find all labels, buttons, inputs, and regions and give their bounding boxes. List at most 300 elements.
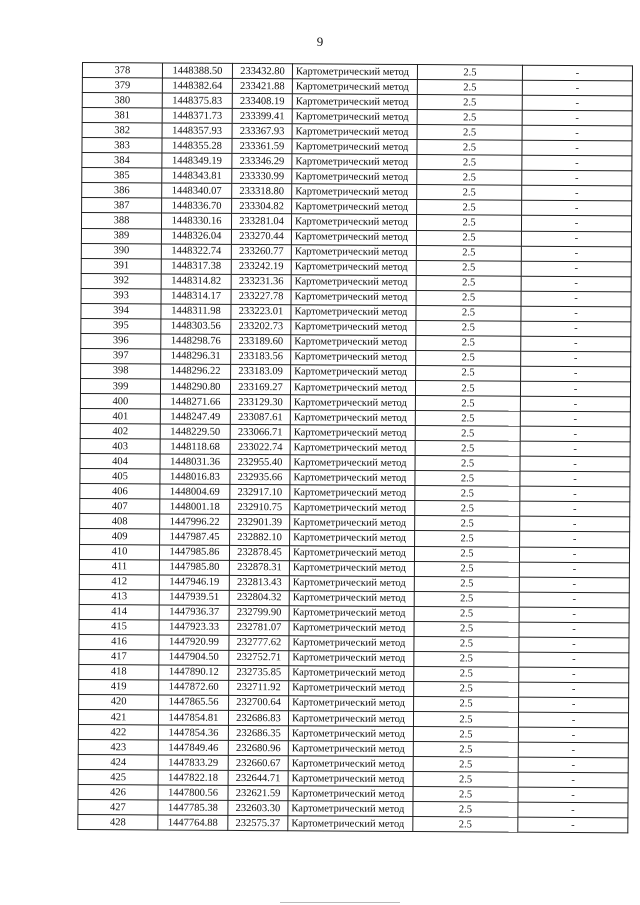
point-number-cell: 413 xyxy=(79,589,159,605)
y-coordinate-cell: 232781.07 xyxy=(229,620,289,635)
point-number-cell: 397 xyxy=(81,348,161,364)
note-cell: - xyxy=(521,261,631,277)
accuracy-cell: 2.5 xyxy=(413,712,518,728)
note-cell: - xyxy=(522,140,632,156)
note-cell: - xyxy=(521,321,631,337)
y-coordinate-cell: 232878.45 xyxy=(229,545,289,560)
accuracy-cell: 2.5 xyxy=(413,787,518,803)
note-cell: - xyxy=(518,772,628,788)
point-number-cell: 378 xyxy=(82,63,162,79)
note-cell: - xyxy=(519,697,629,713)
y-coordinate-cell: 233304.82 xyxy=(232,199,292,214)
accuracy-cell: 2.5 xyxy=(414,681,519,697)
point-number-cell: 394 xyxy=(81,303,161,319)
y-coordinate-cell: 232917.10 xyxy=(230,485,290,500)
note-cell: - xyxy=(522,95,632,111)
accuracy-cell: 2.5 xyxy=(415,486,520,502)
y-coordinate-cell: 232686.83 xyxy=(228,710,288,725)
y-coordinate-cell: 233281.04 xyxy=(231,214,291,229)
accuracy-cell: 2.5 xyxy=(417,110,522,126)
accuracy-cell: 2.5 xyxy=(415,516,520,532)
note-cell: - xyxy=(522,186,632,202)
method-cell: Картометрический метод xyxy=(288,726,413,742)
accuracy-cell: 2.5 xyxy=(414,606,519,622)
note-cell: - xyxy=(521,246,631,262)
method-cell: Картометрический метод xyxy=(290,455,415,471)
x-coordinate-cell: 1448016.83 xyxy=(160,469,230,484)
method-cell: Картометрический метод xyxy=(289,636,414,652)
accuracy-cell: 2.5 xyxy=(413,772,518,788)
note-cell: - xyxy=(522,171,632,187)
x-coordinate-cell: 1448314.82 xyxy=(161,274,231,289)
x-coordinate-cell: 1448311.98 xyxy=(161,304,231,319)
method-cell: Картометрический метод xyxy=(291,335,416,351)
x-coordinate-cell: 1447833.29 xyxy=(158,755,228,770)
accuracy-cell: 2.5 xyxy=(415,411,520,427)
accuracy-cell: 2.5 xyxy=(416,215,521,231)
point-number-cell: 426 xyxy=(78,785,158,801)
y-coordinate-cell: 233231.36 xyxy=(231,274,291,289)
x-coordinate-cell: 1448298.76 xyxy=(161,334,231,349)
x-coordinate-cell: 1448355.28 xyxy=(162,138,232,153)
method-cell: Картометрический метод xyxy=(290,380,415,396)
accuracy-cell: 2.5 xyxy=(415,471,520,487)
point-number-cell: 401 xyxy=(80,409,160,425)
note-cell: - xyxy=(520,396,630,412)
point-number-cell: 406 xyxy=(80,484,160,500)
note-cell: - xyxy=(518,818,628,834)
note-cell: - xyxy=(519,667,629,683)
accuracy-cell: 2.5 xyxy=(417,185,522,201)
y-coordinate-cell: 233399.41 xyxy=(232,109,292,124)
note-cell: - xyxy=(520,502,630,518)
x-coordinate-cell: 1448314.17 xyxy=(161,289,231,304)
coordinates-table xyxy=(77,62,633,834)
method-cell: Картометрический метод xyxy=(291,244,416,260)
note-cell: - xyxy=(522,65,632,81)
x-coordinate-cell: 1447890.12 xyxy=(159,665,229,680)
y-coordinate-cell: 232901.39 xyxy=(230,515,290,530)
x-coordinate-cell: 1447987.45 xyxy=(160,529,230,544)
accuracy-cell: 2.5 xyxy=(417,200,522,216)
point-number-cell: 407 xyxy=(80,499,160,515)
x-coordinate-cell: 1448322.74 xyxy=(161,244,231,259)
note-cell: - xyxy=(519,682,629,698)
accuracy-cell: 2.5 xyxy=(414,561,519,577)
y-coordinate-cell: 232935.66 xyxy=(230,470,290,485)
method-cell: Картометрический метод xyxy=(290,425,415,441)
point-number-cell: 404 xyxy=(80,454,160,470)
x-coordinate-cell: 1448326.04 xyxy=(161,229,231,244)
point-number-cell: 384 xyxy=(82,153,162,169)
point-number-cell: 391 xyxy=(81,258,161,274)
accuracy-cell: 2.5 xyxy=(416,365,521,381)
y-coordinate-cell: 232910.75 xyxy=(230,500,290,515)
accuracy-cell: 2.5 xyxy=(415,426,520,442)
note-cell: - xyxy=(521,291,631,307)
y-coordinate-cell: 233242.19 xyxy=(231,259,291,274)
accuracy-cell: 2.5 xyxy=(415,501,520,517)
point-number-cell: 417 xyxy=(79,649,159,665)
y-coordinate-cell: 232955.40 xyxy=(230,455,290,470)
accuracy-cell: 2.5 xyxy=(414,651,519,667)
y-coordinate-cell: 232621.59 xyxy=(228,786,288,801)
point-number-cell: 405 xyxy=(80,469,160,485)
method-cell: Картометрический метод xyxy=(290,470,415,486)
y-coordinate-cell: 233223.01 xyxy=(231,304,291,319)
method-cell: Картометрический метод xyxy=(291,365,416,381)
y-coordinate-cell: 232882.10 xyxy=(230,530,290,545)
note-cell: - xyxy=(519,652,629,668)
x-coordinate-cell: 1447872.60 xyxy=(159,680,229,695)
method-cell: Картометрический метод xyxy=(289,621,414,637)
x-coordinate-cell: 1448343.81 xyxy=(162,168,232,183)
note-cell: - xyxy=(520,441,630,457)
y-coordinate-cell: 232804.32 xyxy=(229,590,289,605)
accuracy-cell: 2.5 xyxy=(416,290,521,306)
point-number-cell: 393 xyxy=(81,288,161,304)
y-coordinate-cell: 232777.62 xyxy=(229,635,289,650)
note-cell: - xyxy=(520,381,630,397)
y-coordinate-cell: 232680.96 xyxy=(228,741,288,756)
point-number-cell: 427 xyxy=(78,800,158,816)
point-number-cell: 398 xyxy=(81,363,161,379)
note-cell: - xyxy=(518,712,628,728)
note-cell: - xyxy=(522,110,632,126)
y-coordinate-cell: 232660.67 xyxy=(228,756,288,771)
point-number-cell: 388 xyxy=(81,213,161,229)
method-cell: Картометрический метод xyxy=(292,169,417,185)
accuracy-cell: 2.5 xyxy=(413,742,518,758)
method-cell: Картометрический метод xyxy=(291,259,416,275)
accuracy-cell: 2.5 xyxy=(416,320,521,336)
method-cell: Картометрический метод xyxy=(289,545,414,561)
method-cell: Картометрический метод xyxy=(291,229,416,245)
method-cell: Картометрический метод xyxy=(291,274,416,290)
accuracy-cell: 2.5 xyxy=(413,757,518,773)
x-coordinate-cell: 1448001.18 xyxy=(160,499,230,514)
method-cell: Картометрический метод xyxy=(288,741,413,757)
method-cell: Картометрический метод xyxy=(290,500,415,516)
point-number-cell: 383 xyxy=(82,138,162,154)
accuracy-cell: 2.5 xyxy=(413,802,518,818)
method-cell: Картометрический метод xyxy=(288,711,413,727)
y-coordinate-cell: 233202.73 xyxy=(231,319,291,334)
y-coordinate-cell: 233022.74 xyxy=(230,440,290,455)
x-coordinate-cell: 1447822.18 xyxy=(158,770,228,785)
accuracy-cell: 2.5 xyxy=(415,396,520,412)
point-number-cell: 418 xyxy=(79,664,159,680)
note-cell: - xyxy=(519,607,629,623)
point-number-cell: 423 xyxy=(78,740,158,756)
y-coordinate-cell: 232575.37 xyxy=(228,816,288,831)
accuracy-cell: 2.5 xyxy=(415,456,520,472)
x-coordinate-cell: 1447854.36 xyxy=(158,725,228,740)
method-cell: Картометрический метод xyxy=(292,94,417,110)
point-number-cell: 412 xyxy=(79,574,159,590)
point-number-cell: 381 xyxy=(82,108,162,124)
point-number-cell: 424 xyxy=(78,755,158,771)
accuracy-cell: 2.5 xyxy=(414,636,519,652)
y-coordinate-cell: 233367.93 xyxy=(232,124,292,139)
x-coordinate-cell: 1448290.80 xyxy=(160,379,230,394)
method-cell: Картометрический метод xyxy=(289,575,414,591)
x-coordinate-cell: 1447865.56 xyxy=(159,695,229,710)
y-coordinate-cell: 233066.71 xyxy=(230,425,290,440)
x-coordinate-cell: 1447946.19 xyxy=(159,575,229,590)
method-cell: Картометрический метод xyxy=(291,289,416,305)
x-coordinate-cell: 1447849.46 xyxy=(158,740,228,755)
x-coordinate-cell: 1447939.51 xyxy=(159,590,229,605)
x-coordinate-cell: 1448118.68 xyxy=(160,439,230,454)
x-coordinate-cell: 1447800.56 xyxy=(158,785,228,800)
note-cell: - xyxy=(520,532,630,548)
accuracy-cell: 2.5 xyxy=(416,335,521,351)
method-cell: Картометрический метод xyxy=(292,154,417,170)
note-cell: - xyxy=(521,306,631,322)
accuracy-cell: 2.5 xyxy=(416,350,521,366)
accuracy-cell: 2.5 xyxy=(416,230,521,246)
y-coordinate-cell: 232752.71 xyxy=(229,650,289,665)
note-cell: - xyxy=(519,592,629,608)
point-number-cell: 409 xyxy=(80,529,160,545)
x-coordinate-cell: 1447936.37 xyxy=(159,605,229,620)
x-coordinate-cell: 1448229.50 xyxy=(160,424,230,439)
page-edge-line xyxy=(280,902,400,903)
note-cell: - xyxy=(521,231,631,247)
y-coordinate-cell: 233260.77 xyxy=(231,244,291,259)
x-coordinate-cell: 1448303.56 xyxy=(161,319,231,334)
method-cell: Картометрический метод xyxy=(292,64,417,80)
method-cell: Картометрический метод xyxy=(292,109,417,125)
method-cell: Картометрический метод xyxy=(292,199,417,215)
method-cell: Картометрический метод xyxy=(290,530,415,546)
x-coordinate-cell: 1447764.88 xyxy=(158,815,228,830)
y-coordinate-cell: 233330.99 xyxy=(232,169,292,184)
accuracy-cell: 2.5 xyxy=(414,591,519,607)
method-cell: Картометрический метод xyxy=(289,605,414,621)
method-cell: Картометрический метод xyxy=(289,696,414,712)
x-coordinate-cell: 1448375.83 xyxy=(162,93,232,108)
accuracy-cell: 2.5 xyxy=(413,727,518,743)
y-coordinate-cell: 232711.92 xyxy=(229,680,289,695)
note-cell: - xyxy=(521,336,631,352)
method-cell: Картометрический метод xyxy=(292,184,417,200)
accuracy-cell: 2.5 xyxy=(417,140,522,156)
x-coordinate-cell: 1448371.73 xyxy=(162,108,232,123)
x-coordinate-cell: 1448357.93 xyxy=(162,123,232,138)
method-cell: Картометрический метод xyxy=(291,214,416,230)
point-number-cell: 382 xyxy=(82,123,162,139)
accuracy-cell: 2.5 xyxy=(414,576,519,592)
method-cell: Картометрический метод xyxy=(288,816,413,832)
method-cell: Картометрический метод xyxy=(290,485,415,501)
x-coordinate-cell: 1448247.49 xyxy=(160,409,230,424)
x-coordinate-cell: 1448317.38 xyxy=(161,259,231,274)
note-cell: - xyxy=(521,216,631,232)
point-number-cell: 395 xyxy=(81,318,161,334)
accuracy-cell: 2.5 xyxy=(416,245,521,261)
x-coordinate-cell: 1448031.36 xyxy=(160,454,230,469)
x-coordinate-cell: 1448340.07 xyxy=(162,183,232,198)
note-cell: - xyxy=(520,486,630,502)
y-coordinate-cell: 233189.60 xyxy=(231,334,291,349)
point-number-cell: 411 xyxy=(79,559,159,575)
accuracy-cell: 2.5 xyxy=(416,260,521,276)
point-number-cell: 410 xyxy=(79,544,159,560)
note-cell: - xyxy=(518,757,628,773)
coordinates-table-body xyxy=(78,63,633,834)
y-coordinate-cell: 232603.30 xyxy=(228,801,288,816)
x-coordinate-cell: 1447785.38 xyxy=(158,800,228,815)
note-cell: - xyxy=(519,562,629,578)
point-number-cell: 385 xyxy=(82,168,162,184)
note-cell: - xyxy=(521,366,631,382)
note-cell: - xyxy=(519,577,629,593)
y-coordinate-cell: 233183.56 xyxy=(231,349,291,364)
point-number-cell: 419 xyxy=(79,679,159,695)
y-coordinate-cell: 233421.88 xyxy=(232,78,292,93)
y-coordinate-cell: 233270.44 xyxy=(231,229,291,244)
x-coordinate-cell: 1447904.50 xyxy=(159,650,229,665)
method-cell: Картометрический метод xyxy=(289,590,414,606)
point-number-cell: 420 xyxy=(79,694,159,710)
method-cell: Картометрический метод xyxy=(291,350,416,366)
y-coordinate-cell: 233361.59 xyxy=(232,139,292,154)
x-coordinate-cell: 1448349.19 xyxy=(162,153,232,168)
method-cell: Картометрический метод xyxy=(289,681,414,697)
accuracy-cell: 2.5 xyxy=(417,155,522,171)
point-number-cell: 425 xyxy=(78,770,158,786)
note-cell: - xyxy=(520,517,630,533)
note-cell: - xyxy=(522,80,632,96)
method-cell: Картометрический метод xyxy=(288,756,413,772)
method-cell: Картометрический метод xyxy=(290,440,415,456)
y-coordinate-cell: 233183.09 xyxy=(231,364,291,379)
point-number-cell: 396 xyxy=(81,333,161,349)
point-number-cell: 415 xyxy=(79,619,159,635)
y-coordinate-cell: 232686.35 xyxy=(228,725,288,740)
note-cell: - xyxy=(520,456,630,472)
note-cell: - xyxy=(521,351,631,367)
point-number-cell: 422 xyxy=(78,725,158,741)
x-coordinate-cell: 1448296.22 xyxy=(161,364,231,379)
accuracy-cell: 2.5 xyxy=(416,275,521,291)
note-cell: - xyxy=(522,155,632,171)
accuracy-cell: 2.5 xyxy=(413,817,518,833)
accuracy-cell: 2.5 xyxy=(415,531,520,547)
accuracy-cell: 2.5 xyxy=(417,95,522,111)
note-cell: - xyxy=(521,276,631,292)
x-coordinate-cell: 1448271.66 xyxy=(160,394,230,409)
note-cell: - xyxy=(518,802,628,818)
method-cell: Картометрический метод xyxy=(292,124,417,140)
method-cell: Картометрический метод xyxy=(292,79,417,95)
method-cell: Картометрический метод xyxy=(288,801,413,817)
point-number-cell: 380 xyxy=(82,93,162,109)
method-cell: Картометрический метод xyxy=(288,786,413,802)
method-cell: Картометрический метод xyxy=(290,515,415,531)
x-coordinate-cell: 1447920.99 xyxy=(159,635,229,650)
accuracy-cell: 2.5 xyxy=(417,65,522,81)
note-cell: - xyxy=(519,622,629,638)
method-cell: Картометрический метод xyxy=(291,320,416,336)
point-number-cell: 386 xyxy=(82,183,162,199)
note-cell: - xyxy=(522,201,632,217)
point-number-cell: 389 xyxy=(81,228,161,244)
x-coordinate-cell: 1448388.50 xyxy=(162,63,232,78)
accuracy-cell: 2.5 xyxy=(417,170,522,186)
accuracy-cell: 2.5 xyxy=(414,621,519,637)
y-coordinate-cell: 233408.19 xyxy=(232,94,292,109)
method-cell: Картометрический метод xyxy=(289,666,414,682)
point-number-cell: 402 xyxy=(80,424,160,440)
x-coordinate-cell: 1448004.69 xyxy=(160,484,230,499)
y-coordinate-cell: 233169.27 xyxy=(230,379,290,394)
note-cell: - xyxy=(520,426,630,442)
y-coordinate-cell: 232700.64 xyxy=(229,695,289,710)
point-number-cell: 414 xyxy=(79,604,159,620)
method-cell: Картометрический метод xyxy=(291,305,416,321)
y-coordinate-cell: 233346.29 xyxy=(232,154,292,169)
table-row xyxy=(78,815,628,833)
accuracy-cell: 2.5 xyxy=(417,80,522,96)
point-number-cell: 399 xyxy=(80,378,160,394)
y-coordinate-cell: 232644.71 xyxy=(228,771,288,786)
note-cell: - xyxy=(519,637,629,653)
x-coordinate-cell: 1447996.22 xyxy=(160,514,230,529)
y-coordinate-cell: 232799.90 xyxy=(229,605,289,620)
note-cell: - xyxy=(522,125,632,141)
x-coordinate-cell: 1447985.86 xyxy=(159,544,229,559)
y-coordinate-cell: 232813.43 xyxy=(229,575,289,590)
accuracy-cell: 2.5 xyxy=(414,546,519,562)
point-number-cell: 392 xyxy=(81,273,161,289)
point-number-cell: 403 xyxy=(80,439,160,455)
note-cell: - xyxy=(520,411,630,427)
page-number: 9 xyxy=(316,34,324,49)
x-coordinate-cell: 1447854.81 xyxy=(158,710,228,725)
method-cell: Картометрический метод xyxy=(288,771,413,787)
note-cell: - xyxy=(520,471,630,487)
point-number-cell: 379 xyxy=(82,78,162,94)
note-cell: - xyxy=(519,547,629,563)
y-coordinate-cell: 233087.61 xyxy=(230,409,290,424)
y-coordinate-cell: 233432.80 xyxy=(232,63,292,78)
x-coordinate-cell: 1447985.80 xyxy=(159,560,229,575)
method-cell: Картометрический метод xyxy=(290,410,415,426)
accuracy-cell: 2.5 xyxy=(417,125,522,141)
method-cell: Картометрический метод xyxy=(290,395,415,411)
y-coordinate-cell: 233318.80 xyxy=(232,184,292,199)
y-coordinate-cell: 232878.31 xyxy=(229,560,289,575)
accuracy-cell: 2.5 xyxy=(415,441,520,457)
note-cell: - xyxy=(518,787,628,803)
method-cell: Картометрический метод xyxy=(289,651,414,667)
x-coordinate-cell: 1447923.33 xyxy=(159,620,229,635)
x-coordinate-cell: 1448296.31 xyxy=(161,349,231,364)
accuracy-cell: 2.5 xyxy=(415,381,520,397)
y-coordinate-cell: 232735.85 xyxy=(229,665,289,680)
point-number-cell: 416 xyxy=(79,634,159,650)
method-cell: Картометрический метод xyxy=(289,560,414,576)
point-number-cell: 408 xyxy=(80,514,160,530)
accuracy-cell: 2.5 xyxy=(414,666,519,682)
note-cell: - xyxy=(518,727,628,743)
y-coordinate-cell: 233129.30 xyxy=(230,394,290,409)
accuracy-cell: 2.5 xyxy=(416,305,521,321)
point-number-cell: 421 xyxy=(78,710,158,726)
